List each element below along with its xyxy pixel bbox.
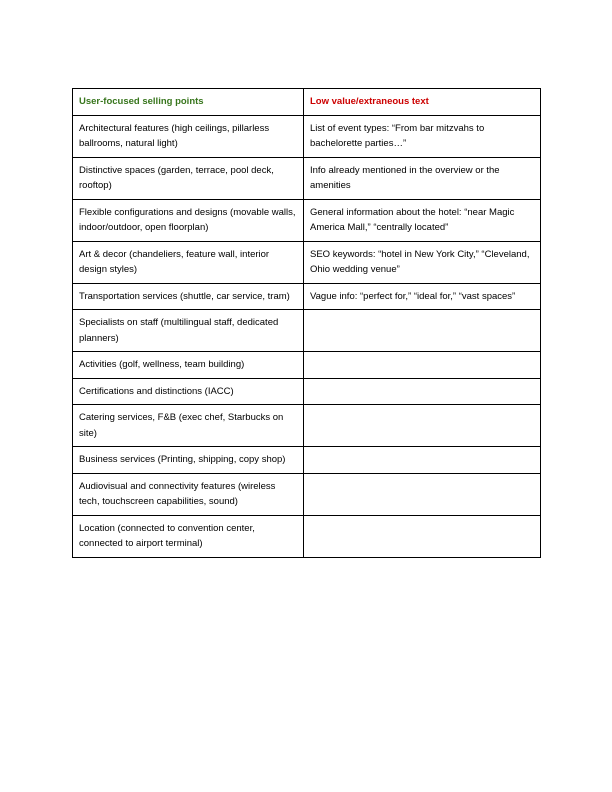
table-cell-right	[304, 515, 541, 557]
table-row	[73, 405, 541, 447]
table-cell-right	[304, 447, 541, 474]
table-cell-right	[304, 352, 541, 379]
table-header-row	[73, 89, 541, 116]
table-row	[73, 157, 541, 199]
table-row	[73, 352, 541, 379]
table-body	[73, 115, 541, 557]
table-cell-left: Activities (golf, wellness, team building)	[73, 352, 304, 379]
table-cell-left: Catering services, F&B (exec chef, Starbucks on site)	[73, 405, 304, 447]
table-row	[73, 447, 541, 474]
table-row	[73, 515, 541, 557]
table-cell-right: Vague info: “perfect for,” “ideal for,” “vast spaces”	[304, 283, 541, 310]
table-cell-right	[304, 473, 541, 515]
header-user-focused-selling-points: User-focused selling points	[73, 89, 304, 116]
table-row	[73, 283, 541, 310]
table-cell-left: Specialists on staff (multilingual staff, dedicated planners)	[73, 310, 304, 352]
table-cell-left: Certifications and distinctions (IACC)	[73, 378, 304, 405]
table-cell-right	[304, 378, 541, 405]
table-row	[73, 241, 541, 283]
table-row	[73, 378, 541, 405]
table-cell-left: Transportation services (shuttle, car service, tram)	[73, 283, 304, 310]
table-cell-left: Flexible configurations and designs (movable walls, indoor/outdoor, open floorplan)	[73, 199, 304, 241]
table-cell-left: Distinctive spaces (garden, terrace, pool deck, rooftop)	[73, 157, 304, 199]
table-row	[73, 473, 541, 515]
table-cell-left: Art & decor (chandeliers, feature wall, interior design styles)	[73, 241, 304, 283]
table-row	[73, 199, 541, 241]
table-cell-right: List of event types: “From bar mitzvahs to bachelorette parties…”	[304, 115, 541, 157]
table-cell-left: Audiovisual and connectivity features (wireless tech, touchscreen capabilities, sound)	[73, 473, 304, 515]
table-cell-left: Architectural features (high ceilings, pillarless ballrooms, natural light)	[73, 115, 304, 157]
table-cell-right: Info already mentioned in the overview or the amenities	[304, 157, 541, 199]
table-cell-right: General information about the hotel: “near Magic America Mall,” “centrally located”	[304, 199, 541, 241]
table-row	[73, 310, 541, 352]
table-cell-right: SEO keywords: “hotel in New York City,” “Cleveland, Ohio wedding venue”	[304, 241, 541, 283]
table-row	[73, 115, 541, 157]
table-cell-right	[304, 405, 541, 447]
table-cell-left: Business services (Printing, shipping, copy shop)	[73, 447, 304, 474]
table-cell-left: Location (connected to convention center, connected to airport terminal)	[73, 515, 304, 557]
header-low-value-extraneous-text: Low value/extraneous text	[304, 89, 541, 116]
selling-points-table	[72, 88, 541, 558]
table-cell-right	[304, 310, 541, 352]
